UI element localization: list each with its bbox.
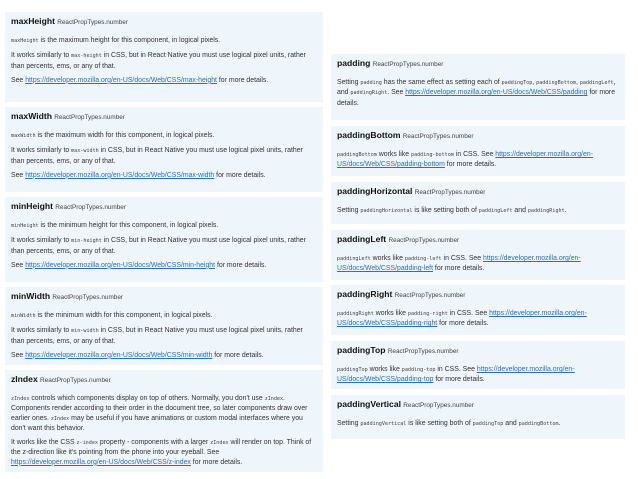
prop-name: paddingHorizontal <box>337 186 413 196</box>
text-segment: is like setting both of <box>406 420 473 427</box>
prop-title <box>337 289 619 301</box>
inline-code: paddingBottom <box>337 152 377 158</box>
inline-code: zIndex <box>264 396 284 402</box>
text-segment: in CSS. See <box>435 366 477 373</box>
text-segment: for more details. <box>433 265 485 273</box>
inline-code: minWidth <box>11 313 36 319</box>
inline-code: paddingTop <box>501 80 533 86</box>
prop-type: ReactPropTypes.number <box>387 348 459 355</box>
prop-type: ReactPropTypes.number <box>414 189 486 196</box>
text-segment: property - components with a larger <box>97 439 211 447</box>
inline-code: padding <box>360 80 382 86</box>
text-segment: may be useful if you have animations or custom modal interfaces where you don't want this behavior. <box>11 414 303 432</box>
text-segment: and <box>512 207 528 214</box>
text-segment: Setting <box>337 207 361 214</box>
mdn-link[interactable]: https://developer.mozilla.org/en-US/docs/Web/CSS/padding-left <box>337 255 581 273</box>
text-segment: is the maximum height for this component, in logical pixels. <box>38 37 221 44</box>
text-segment: works like <box>370 255 405 262</box>
text-segment: Setting <box>337 79 361 86</box>
text-segment: for more details. <box>337 89 616 107</box>
prop-description <box>11 51 317 71</box>
prop-section-zIndex <box>5 370 323 472</box>
inline-code: paddingBottom <box>518 421 559 427</box>
prop-section-paddingTop <box>331 341 625 389</box>
prop-description <box>11 221 317 231</box>
mdn-link[interactable]: https://developer.mozilla.org/en-US/docs/Web/CSS/padding-top <box>337 366 575 384</box>
inline-code: min-width <box>71 328 99 335</box>
text-segment: for more details. <box>216 76 269 84</box>
inline-code: paddingVertical <box>360 421 407 427</box>
inline-code: min-height <box>71 238 102 245</box>
inline-code: zIndex <box>50 415 70 422</box>
text-segment: works like <box>367 366 402 373</box>
inline-code: z-index <box>76 440 98 447</box>
text-segment: in CSS, but in React Native you must use logical pixel units, rather than percents, ems, or any of that. <box>11 147 303 165</box>
prop-type: ReactPropTypes.number <box>403 402 474 409</box>
text-segment: works like <box>376 151 411 158</box>
text-segment: . <box>564 207 567 214</box>
inline-code: zIndex <box>210 440 229 447</box>
text-segment: , <box>532 79 537 86</box>
prop-section-paddingHorizontal <box>331 182 625 224</box>
prop-name: paddingTop <box>337 345 386 355</box>
text-segment: . See <box>387 89 406 97</box>
prop-name: paddingVertical <box>337 399 401 409</box>
text-segment: See <box>11 261 26 269</box>
inline-code: paddingLeft <box>579 80 614 86</box>
text-segment: See <box>11 351 26 359</box>
prop-description <box>337 419 619 429</box>
prop-description <box>11 236 317 256</box>
prop-title <box>11 111 317 123</box>
prop-title <box>337 130 619 142</box>
prop-title <box>337 186 619 198</box>
prop-type: ReactPropTypes.number <box>388 237 460 244</box>
inline-code: padding-right <box>407 311 448 317</box>
inline-code: max-height <box>71 53 102 60</box>
prop-description <box>337 150 619 170</box>
text-segment: for more details. <box>214 171 266 179</box>
inline-code: paddingLeft <box>337 256 371 262</box>
inline-code: paddingTop <box>337 367 368 373</box>
prop-name: zIndex <box>11 374 38 384</box>
text-segment: controls which components display on top of others. Normally, you don't use <box>29 395 265 402</box>
prop-description <box>11 311 317 321</box>
inline-code: maxHeight <box>11 38 39 44</box>
prop-description <box>11 394 317 433</box>
prop-title <box>11 201 317 213</box>
prop-name: minWidth <box>11 291 51 301</box>
text-segment: See <box>11 171 26 179</box>
prop-name: paddingLeft <box>337 234 387 244</box>
prop-description <box>337 254 619 274</box>
prop-title <box>11 16 317 28</box>
text-segment: It works like the CSS <box>11 439 77 447</box>
prop-section-minHeight <box>5 197 323 282</box>
prop-description <box>337 365 619 385</box>
text-segment: is the maximum width for this component, in logical pixels. <box>35 132 215 139</box>
text-segment: in CSS, but in React Native you must use logical pixel units, rather than percents, ems, or any of that. <box>11 52 306 70</box>
inline-code: paddingHorizontal <box>360 208 413 214</box>
text-segment: in CSS. See <box>447 310 490 317</box>
text-segment: It works similarly to <box>11 237 72 245</box>
text-segment: has the same effect as setting each of <box>381 79 502 86</box>
mdn-link[interactable]: https://developer.mozilla.org/en-US/docs/Web/CSS/padding-bottom <box>337 151 593 169</box>
mdn-link[interactable]: https://developer.mozilla.org/en-US/docs/Web/CSS/min-width <box>25 351 213 359</box>
text-segment: is the minimum width for this component, in logical pixels. <box>35 312 213 319</box>
text-segment: It works similarly to <box>11 52 72 60</box>
text-segment: in CSS, but in React Native you must use logical pixel units, rather than percents, ems, or any of that. <box>11 237 306 255</box>
text-segment: and <box>503 420 519 427</box>
prop-description <box>11 171 317 180</box>
prop-name: paddingBottom <box>337 130 401 140</box>
prop-title <box>337 399 619 411</box>
text-segment: in CSS. See <box>441 255 483 262</box>
prop-name: maxHeight <box>11 16 55 26</box>
inline-code: maxWidth <box>11 133 36 139</box>
inline-code: paddingRight <box>337 311 374 317</box>
prop-type: ReactPropTypes.number <box>57 19 128 26</box>
text-segment: , <box>576 79 580 86</box>
inline-code: padding-bottom <box>410 152 454 158</box>
text-segment: , and <box>337 79 616 97</box>
prop-name: padding <box>337 58 371 68</box>
text-segment: . <box>558 420 561 427</box>
prop-description <box>11 261 317 270</box>
prop-section-minWidth <box>5 287 323 365</box>
prop-type: ReactPropTypes.number <box>402 133 474 140</box>
text-segment: in CSS. See <box>453 151 496 158</box>
mdn-link[interactable]: https://developer.mozilla.org/en-US/docs/Web/CSS/min-height <box>25 261 216 269</box>
text-segment: for more details. <box>437 320 489 328</box>
prop-title <box>337 345 619 357</box>
prop-section-paddingLeft <box>331 230 625 280</box>
inline-code: minHeight <box>11 223 39 229</box>
text-segment: for more details. <box>444 161 497 169</box>
mdn-link[interactable]: https://developer.mozilla.org/en-US/docs/Web/CSS/z-index <box>11 458 191 466</box>
prop-description <box>337 309 619 329</box>
text-segment: is the minimum height for this component, in logical pixels. <box>38 222 219 229</box>
prop-name: maxWidth <box>11 111 52 121</box>
text-segment: It works similarly to <box>11 327 72 335</box>
prop-type: ReactPropTypes.number <box>372 61 444 68</box>
inline-code: zIndex <box>11 396 30 402</box>
inline-code: paddingRight <box>527 208 565 214</box>
prop-title <box>337 58 619 70</box>
text-segment: for more details. <box>190 458 243 466</box>
text-segment: . Components render according to their order in the document tree, so later components draw over earlier ones. <box>11 395 308 422</box>
text-segment: works like <box>373 310 408 317</box>
text-segment: in CSS, but in React Native you must use logical pixel units, rather than percents, ems, or any of that. <box>11 327 303 345</box>
prop-title <box>337 234 619 246</box>
prop-description <box>11 36 317 46</box>
prop-type: ReactPropTypes.number <box>40 377 111 384</box>
inline-code: paddingTop <box>472 421 504 427</box>
prop-name: paddingRight <box>337 289 393 299</box>
prop-description <box>11 351 317 360</box>
text-segment: See <box>11 76 26 84</box>
prop-title <box>11 291 317 303</box>
prop-description <box>11 326 317 346</box>
inline-code: paddingRight <box>350 90 388 97</box>
prop-section-padding <box>331 54 625 120</box>
prop-type: ReactPropTypes.number <box>55 204 126 211</box>
text-segment: for more details. <box>212 351 264 359</box>
text-segment: is like setting both of <box>412 207 479 214</box>
prop-description <box>337 206 619 216</box>
inline-code: max-width <box>71 148 99 155</box>
prop-type: ReactPropTypes.number <box>394 292 466 299</box>
prop-section-paddingVertical <box>331 395 625 439</box>
prop-type: ReactPropTypes.number <box>54 114 125 121</box>
inline-code: paddingBottom <box>536 80 576 86</box>
prop-name: minHeight <box>11 201 54 211</box>
text-segment: Setting <box>337 420 361 427</box>
text-segment: for more details. <box>433 376 485 384</box>
prop-description <box>11 146 317 166</box>
text-segment: for more details. <box>215 261 267 269</box>
prop-description <box>11 76 317 85</box>
prop-type: ReactPropTypes.number <box>52 294 124 301</box>
prop-description <box>11 131 317 141</box>
prop-section-paddingBottom <box>331 126 625 176</box>
prop-section-maxHeight <box>5 12 323 102</box>
mdn-link[interactable]: https://developer.mozilla.org/en-US/docs/Web/CSS/padding <box>405 89 588 97</box>
inline-code: paddingLeft <box>478 208 513 214</box>
prop-section-paddingRight <box>331 285 625 335</box>
prop-section-maxWidth <box>5 107 323 192</box>
text-segment: will render on top. Think of the z-direction like it's pointing from the phone into your eyeball. See <box>11 439 312 457</box>
inline-code: padding-top <box>401 367 436 373</box>
prop-description <box>337 78 619 108</box>
mdn-link[interactable]: https://developer.mozilla.org/en-US/docs/Web/CSS/max-width <box>25 171 215 179</box>
prop-title <box>11 374 317 386</box>
mdn-link[interactable]: https://developer.mozilla.org/en-US/docs/Web/CSS/max-height <box>25 76 217 84</box>
inline-code: padding-left <box>404 256 442 262</box>
prop-description <box>11 438 317 467</box>
text-segment: It works similarly to <box>11 147 72 155</box>
mdn-link[interactable]: https://developer.mozilla.org/en-US/docs/Web/CSS/padding-right <box>337 310 587 328</box>
